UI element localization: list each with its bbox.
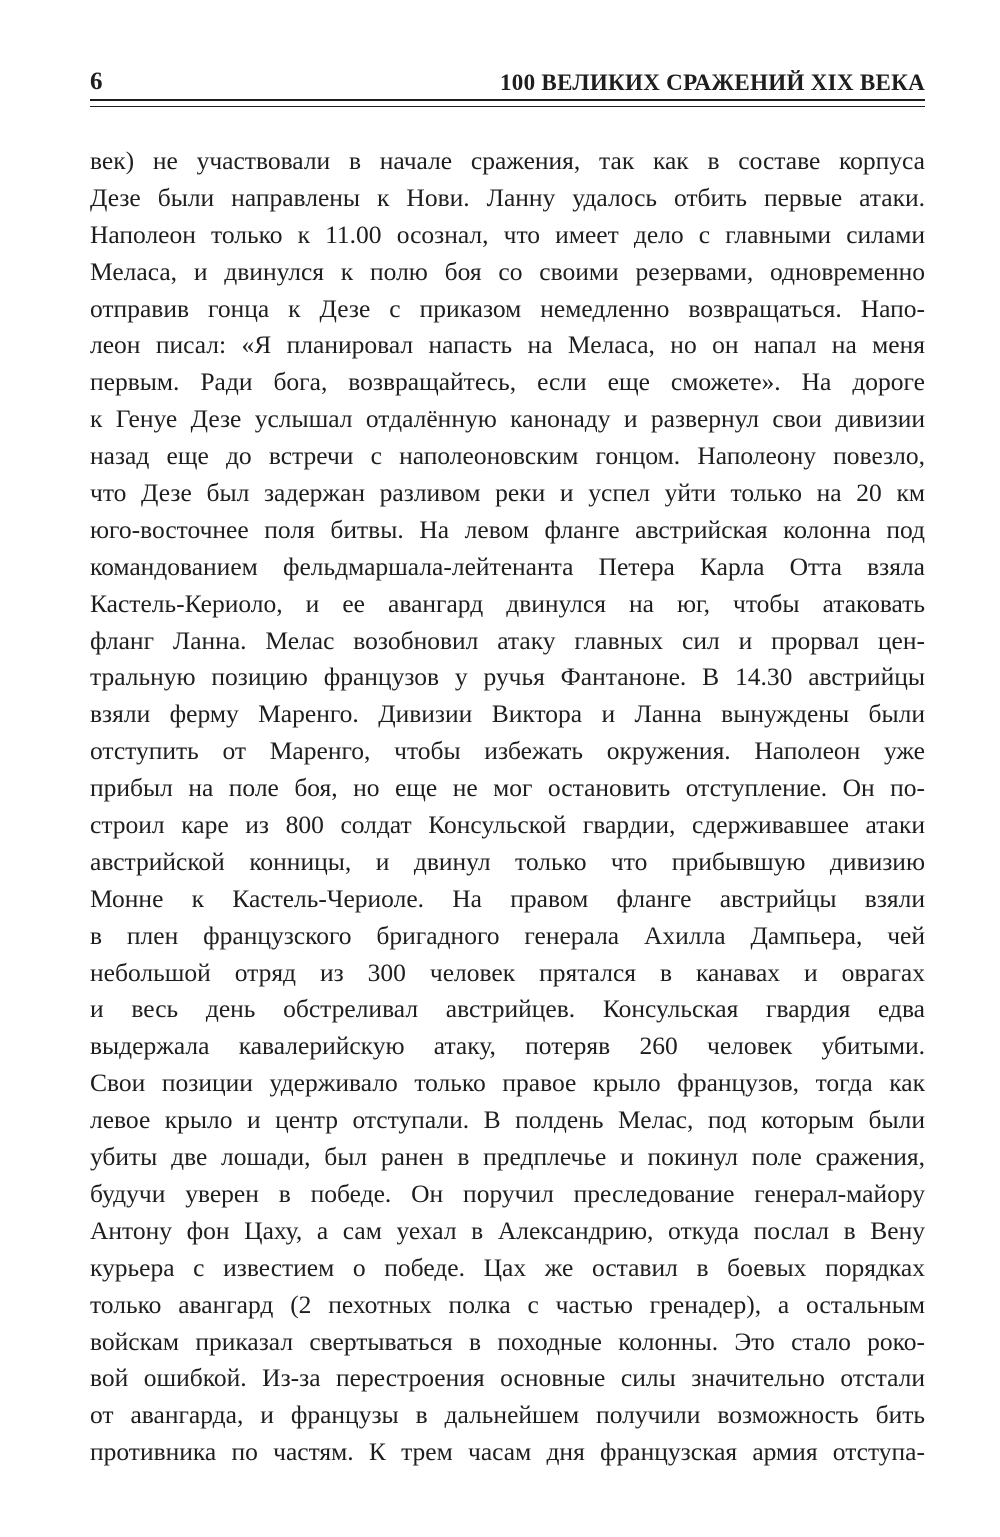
running-header [90, 62, 925, 94]
text-line: отступить от Маренго, чтобы избежать окружения. Наполеон уже [90, 736, 925, 766]
header-rule-thick [90, 99, 925, 101]
text-line: Дезе были направлены к Нови. Ланну удалось отбить первые атаки. [90, 182, 925, 212]
text-line: Антону фон Цаху, а сам уехал в Александрию, откуда послал в Вену [90, 1215, 925, 1245]
text-line: век) не участвовали в начале сражения, так как в составе корпуса [90, 146, 925, 175]
text-line: назад еще до встречи с наполеоновским гонцом. Наполеону повезло, [90, 441, 925, 471]
text-line: Меласа, и двинулся к полю боя со своими резервами, одновременно [90, 256, 925, 286]
text-line: будучи уверен в победе. Он поручил преследование генерал-майору [90, 1178, 925, 1208]
text-line: Кастель-Кериоло, и ее авангард двинулся на юг, чтобы атаковать [90, 588, 925, 618]
text-line: австрийской конницы, и двинул только что прибывшую дивизию [90, 846, 925, 876]
text-line: к Генуе Дезе услышал отдалённую канонаду и развернул свои дивизии [90, 404, 925, 434]
text-line: Наполеон только к 11.00 осознал, что имеет дело с главными силами [90, 219, 925, 249]
text-line: отправив гонца к Дезе с приказом немедленно возвращаться. Напо- [90, 293, 925, 323]
text-line: Монне к Кастель-Чериоле. На правом фланге австрийцы взяли [90, 883, 925, 913]
text-line: выдержала кавалерийскую атаку, потеряв 260 человек убитыми. [90, 1031, 925, 1061]
text-line: курьера с известием о победе. Цах же оставил в боевых порядках [90, 1252, 925, 1282]
body-text [90, 143, 925, 1471]
text-line: Свои позиции удерживало только правое крыло французов, тогда как [90, 1068, 925, 1098]
text-line: что Дезе был задержан разливом реки и успел уйти только на 20 км [90, 478, 925, 508]
text-line: строил каре из 800 солдат Консульской гвардии, сдерживавшее атаки [90, 810, 925, 840]
text-line: фланг Ланна. Мелас возобновил атаку главных сил и прорвал цен- [90, 625, 925, 655]
page-number: 6 [90, 68, 103, 95]
text-line: первым. Ради бога, возвращайтесь, если еще сможете». На дороге [90, 367, 925, 397]
book-title: 100 ВЕЛИКИХ СРАЖЕНИЙ XIX ВЕКА [499, 70, 925, 95]
text-line: только авангард (2 пехотных полка с частью гренадер), а остальным [90, 1289, 925, 1319]
text-line: и весь день обстреливал австрийцев. Консульская гвардия едва [90, 994, 925, 1024]
text-line: убиты две лошади, был ранен в предплечье и покинул поле сражения, [90, 1142, 925, 1172]
text-line: прибыл на поле боя, но еще не мог остановить отступление. Он по- [90, 773, 925, 803]
header-rule-thin [90, 106, 925, 107]
text-line: взяли ферму Маренго. Дивизии Виктора и Ланна вынуждены были [90, 699, 925, 729]
text-line: левое крыло и центр отступали. В полдень Мелас, под которым были [90, 1105, 925, 1135]
text-line: командованием фельдмаршала-лейтенанта Петера Карла Отта взяла [90, 551, 925, 581]
text-line: леон писал: «Я планировал напасть на Меласа, но он напал на меня [90, 330, 925, 360]
text-line: небольшой отряд из 300 человек прятался в канавах и оврагах [90, 957, 925, 987]
text-line: войскам приказал свертываться в походные колонны. Это стало роко- [90, 1326, 925, 1356]
text-line: тральную позицию французов у ручья Фантаноне. В 14.30 австрийцы [90, 662, 925, 692]
text-line: в плен французского бригадного генерала Ахилла Дампьера, чей [90, 920, 925, 950]
text-line: противника по частям. К трем часам дня французская армия отступа- [90, 1437, 925, 1467]
text-line: от авангарда, и французы в дальнейшем получили возможность бить [90, 1400, 925, 1430]
text-line: юго-восточнее поля битвы. На левом фланге австрийская колонна под [90, 514, 925, 544]
text-line: вой ошибкой. Из-за перестроения основные силы значительно отстали [90, 1363, 925, 1393]
